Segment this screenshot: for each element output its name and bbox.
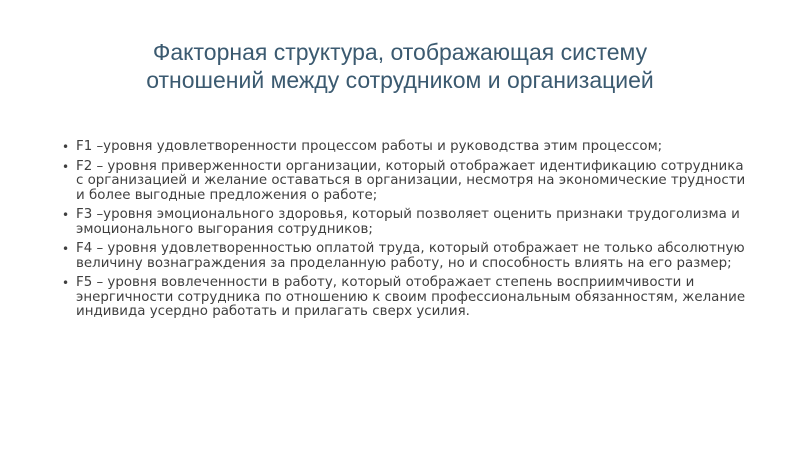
bullet-item-f2 xyxy=(62,158,746,204)
bullet-text: F2 – уровня приверженности организации, который отображает идентификацию сотрудника с организацией и желание оставаться в организации, несмотря на экономические трудности и более выгодные предложения о работе; xyxy=(76,158,746,203)
bullet-dot-icon: • xyxy=(62,140,70,154)
slide-title xyxy=(60,38,740,94)
bullet-item-f3 xyxy=(62,207,746,237)
bullet-list xyxy=(62,139,746,325)
bullet-text: F1 –уровня удовлетворенности процессом работы и руководства этим процессом; xyxy=(76,139,663,154)
bullet-text: F5 – уровня вовлеченности в работу, который отображает степень восприимчивости и энергичности сотрудника по отношению к своим профессиональным обязанностям, желание индивида усердно работать и прилагать сверх усилия. xyxy=(76,275,746,319)
bullet-dot-icon: • xyxy=(62,208,70,222)
bullet-text: F4 – уровня удовлетворенностью оплатой труда, который отображает не только абсолютную величину вознаграждения за проделанную работу, но и способность влиять на его размер; xyxy=(76,241,745,271)
bullet-dot-icon: • xyxy=(62,276,70,290)
bullet-item-f1 xyxy=(62,139,746,155)
slide-title-line-1: Факторная структура, отображающая систему xyxy=(152,39,648,65)
bullet-item-f4 xyxy=(62,241,746,271)
slide-title-line-2: отношений между сотрудником и организацией xyxy=(146,67,654,93)
bullet-dot-icon: • xyxy=(62,242,70,256)
bullet-text: F3 –уровня эмоционального здоровья, который позволяет оценить признаки трудоголизма и эмоционального выгорания сотрудников; xyxy=(76,207,740,237)
bullet-item-f5 xyxy=(62,275,746,320)
bullet-dot-icon: • xyxy=(62,159,70,174)
